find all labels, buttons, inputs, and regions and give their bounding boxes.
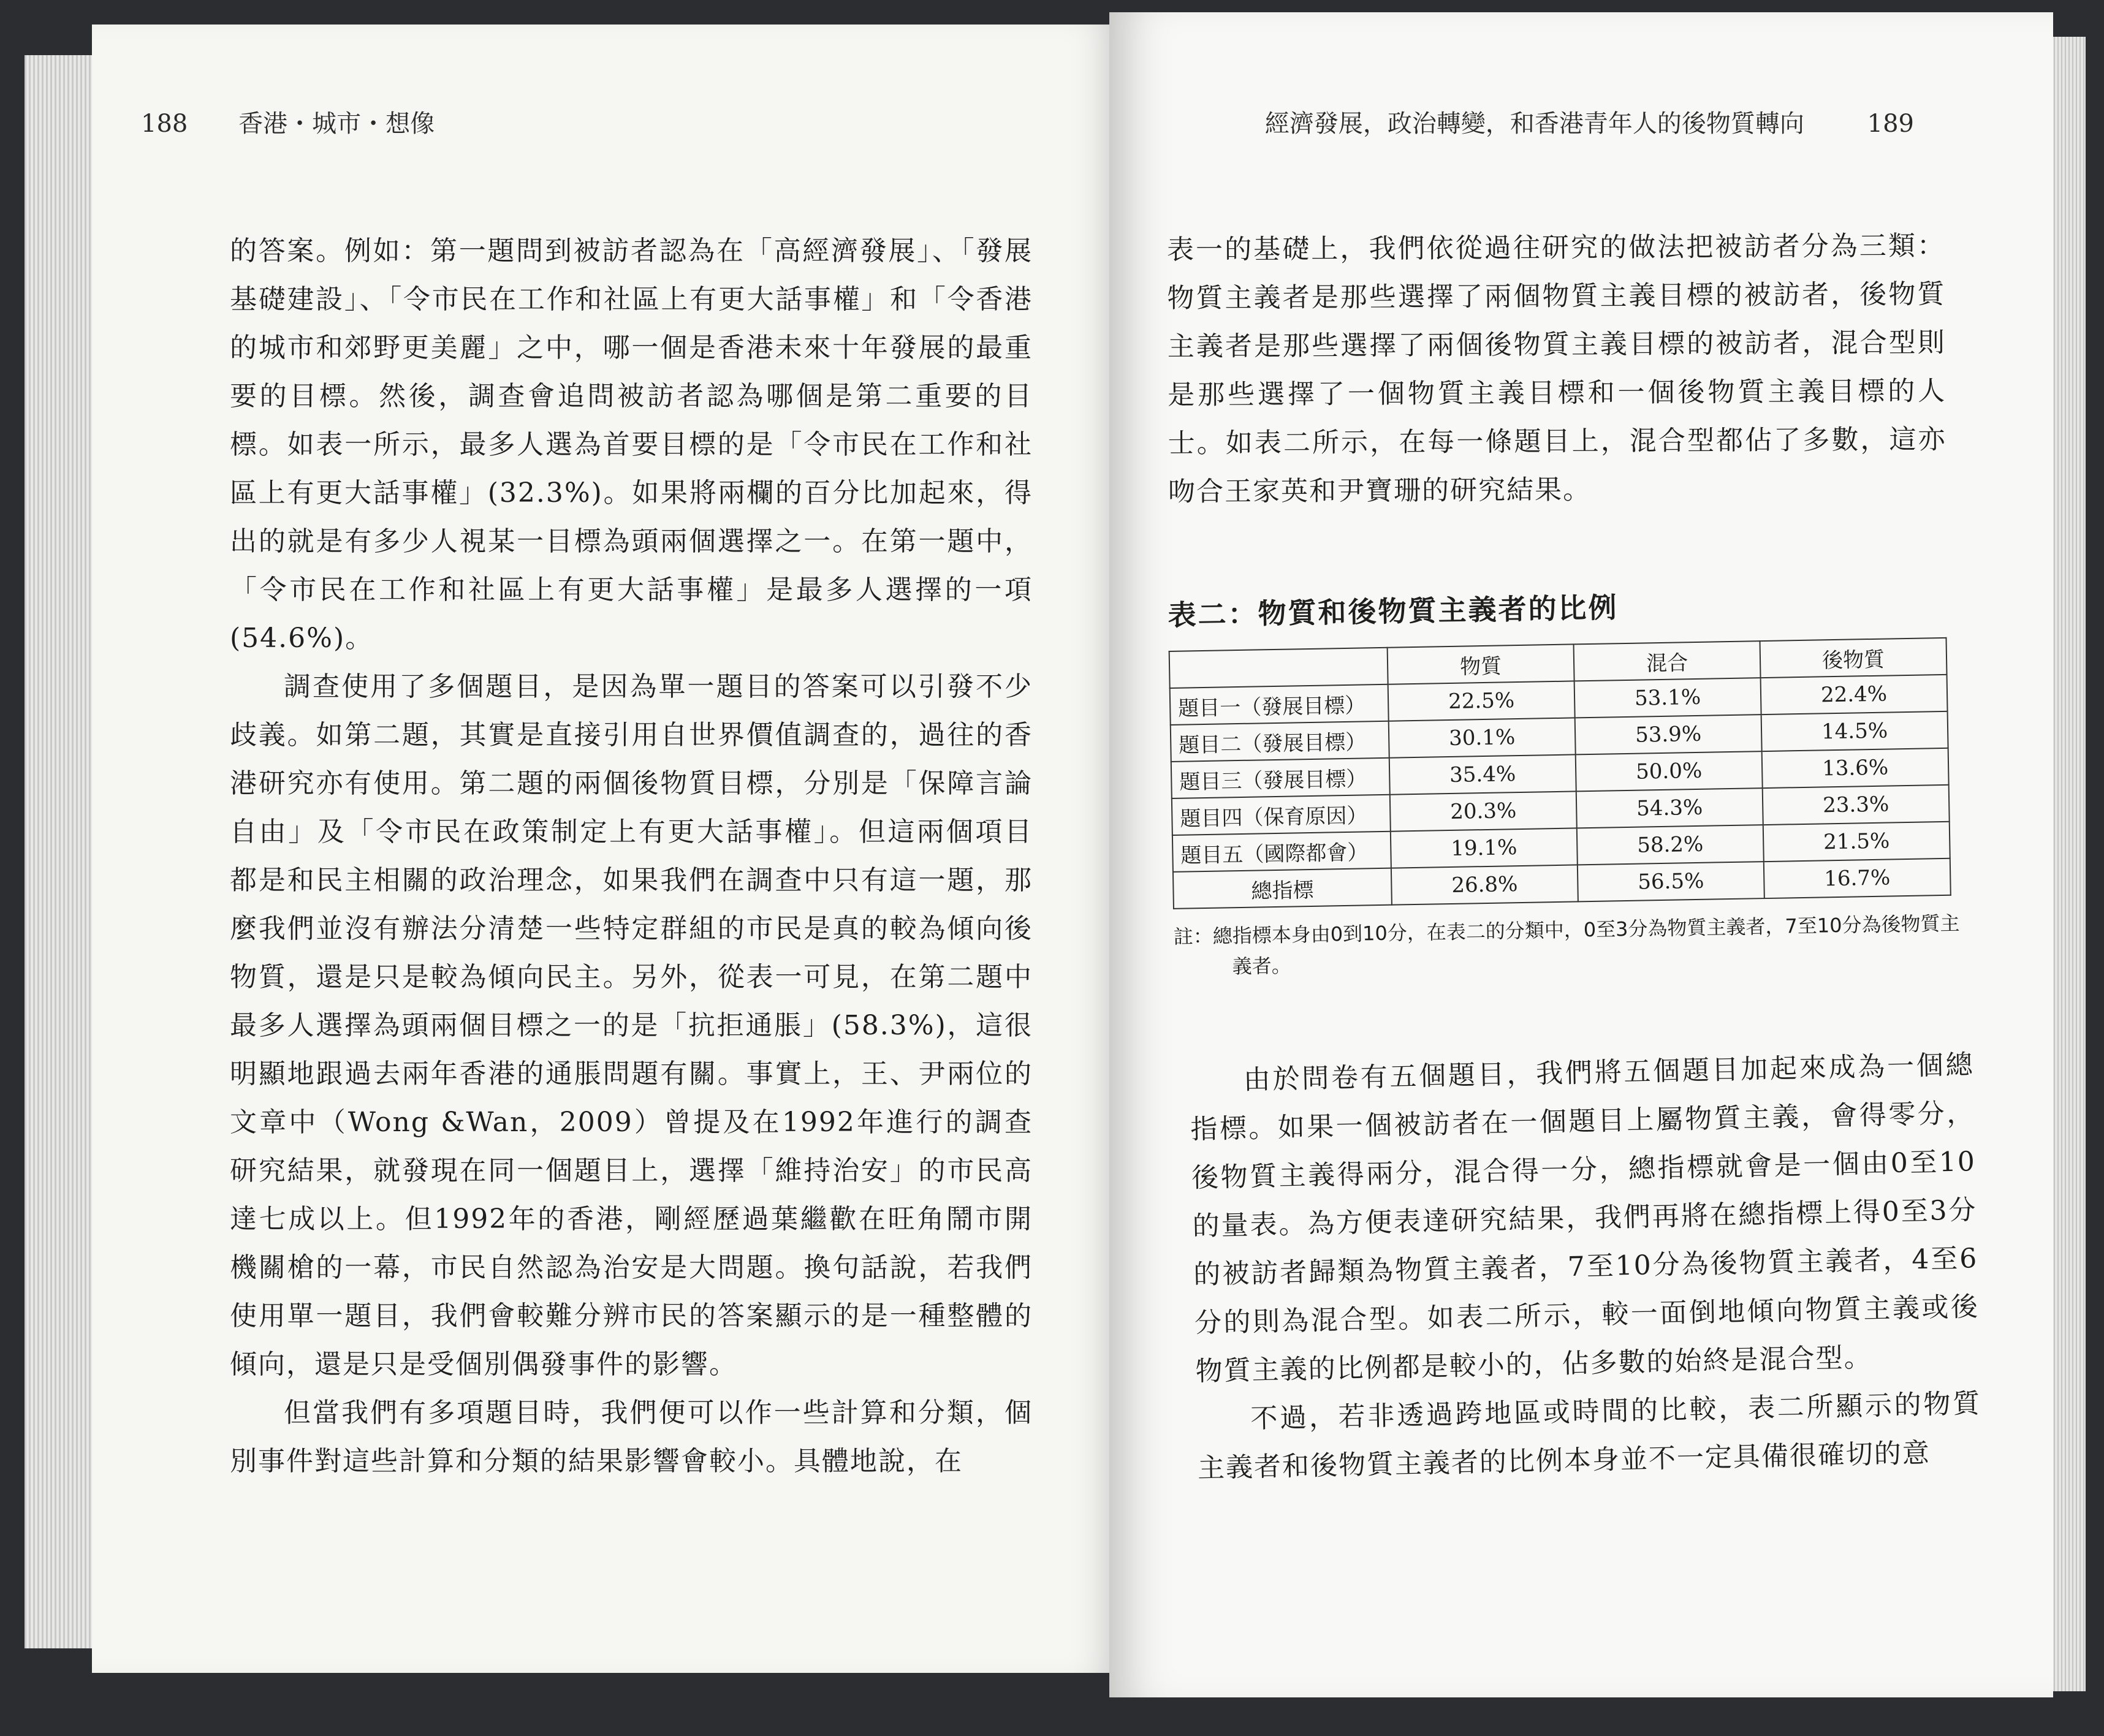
paragraph: 但當我們有多項題目時，我們便可以作一些計算和分類，個別事件對這些計算和分類的結果影響會較小。具體地說，在	[230, 1397, 1033, 1477]
table-cell: 53.1%	[1574, 678, 1761, 718]
table-cell: 35.4%	[1389, 754, 1576, 794]
row-label: 題目四（保育原因）	[1172, 795, 1391, 835]
table-cell: 20.3%	[1390, 791, 1577, 831]
paragraph: 的答案。例如：第一題問到被訪者認為在「高經濟發展」、「發展基礎建設」、「令市民在工作和社區上有更大話事權」和「令香港的城市和郊野更美麗」之中，哪一個是香港未來十年發展的最重要的目標。然後，調查會追問被訪者認為哪個是第二重要的目標。如表一所示，最多人選為首要目標的是「令市民在工作和社區上有更大話事權」(32.3%)。如果將兩欄的百分比加起來，得出的就是有多少人視某一目標為頭兩個選擇之一。在第一題中，「令市民在工作和社區上有更大話事權」是最多人選擇的一項(54.6%)。	[230, 235, 1033, 654]
table-header-cell: 物質	[1388, 644, 1574, 684]
paragraph: 表一的基礎上，我們依從過往研究的做法把被訪者分為三類：物質主義者是那些選擇了兩個物質主義目標的被訪者，後物質主義者是那些選擇了兩個後物質主義目標的被訪者，混合型則是那些選擇了一個物質主義目標和一個後物質主義目標的人士。如表二所示，在每一條題目上，混合型都佔了多數，這亦吻合王家英和尹寶珊的研究結果。	[1166, 230, 1946, 508]
table-title: 表二：物質和後物質主義者的比例	[1168, 591, 1619, 632]
table-cell: 16.7%	[1764, 859, 1951, 898]
table-cell: 50.0%	[1576, 751, 1763, 791]
right-body-text-bottom	[1189, 1040, 1983, 1493]
right-running-head	[1265, 104, 1914, 139]
table-cell: 26.8%	[1391, 865, 1578, 904]
table-cell: 19.1%	[1391, 828, 1578, 868]
table-cell: 56.5%	[1578, 862, 1764, 901]
row-label: 題目二（發展目標）	[1171, 721, 1389, 762]
table-header-cell: 混合	[1574, 641, 1761, 681]
table-note: 註：總指標本身由0到10分，在表二的分類中，0至3分為物質主義者，7至10分為後物質主義者。	[1173, 911, 1960, 979]
table-header-cell: 後物質	[1760, 638, 1947, 678]
table-cell: 23.3%	[1763, 785, 1950, 825]
data-table	[1169, 637, 1951, 909]
row-label: 總指標	[1173, 868, 1392, 909]
paragraph: 不過，若非透過跨地區或時間的比較，表二所顯示的物質主義者和後物質主義者的比例本身並不一定具備很確切的意	[1197, 1388, 1981, 1484]
table-cell: 22.4%	[1761, 675, 1948, 714]
row-label: 題目五（國際都會）	[1172, 832, 1391, 872]
table-cell: 22.5%	[1388, 681, 1575, 721]
left-body-text	[230, 227, 1033, 1485]
book-title: 香港・城市・想像	[238, 110, 435, 138]
table-cell: 13.6%	[1762, 748, 1949, 788]
paragraph: 調查使用了多個題目，是因為單一題目的答案可以引發不少歧義。如第二題，其實是直接引用自世界價值調查的，過往的香港研究亦有使用。第二題的兩個後物質目標，分別是「保障言論自由」及「令市民在政策制定上有更大話事權」。但這兩個項目都是和民主相關的政治理念，如果我們在調查中只有這一題，那麼我們並沒有辦法分清楚一些特定群組的市民是真的較為傾向後物質，還是只是較為傾向民主。另外，從表一可見，在第二題中最多人選擇為頭兩個目標之一的是「抗拒通脹」(58.3%)，這很明顯地跟過去兩年香港的通脹問題有關。事實上，王、尹兩位的文章中（Wong &Wan，2009）曾提及在1992年進行的調查研究結果，就發現在同一個題目上，選擇「維持治安」的市民高達七成以上。但1992年的香港，剛經歷過葉繼歡在旺角鬧市開機關槍的一幕，市民自然認為治安是大問題。換句話說，若我們使用單一題目，我們會較難分辨市民的答案顯示的是一種整體的傾向，還是只是受個別偶發事件的影響。	[230, 671, 1033, 1380]
left-running-head	[141, 104, 435, 139]
paragraph: 由於問卷有五個題目，我們將五個題目加起來成為一個總指標。如果一個被訪者在一個題目上屬物質主義，會得零分，後物質主義得兩分，混合得一分，總指標就會是一個由0至10的量表。為方便表達研究結果，我們再將在總指標上得0至3分的被訪者歸類為物質主義者，7至10分為後物質主義者，4至6分的則為混合型。如表二所示，較一面倒地傾向物質主義或後物質主義的比例都是較小的，佔多數的始終是混合型。	[1190, 1049, 1980, 1387]
table-cell: 54.3%	[1576, 788, 1763, 828]
table-cell: 21.5%	[1763, 822, 1950, 862]
chapter-title: 經濟發展，政治轉變，和香港青年人的後物質轉向	[1264, 110, 1804, 138]
right-body-text-top	[1167, 222, 1946, 517]
table-cell: 14.5%	[1761, 711, 1948, 751]
table-2	[1168, 579, 1965, 982]
right-page-number: 189	[1867, 110, 1914, 138]
table-cell: 30.1%	[1389, 718, 1576, 757]
row-label: 題目一（發展目標）	[1170, 684, 1389, 725]
table-cell: 58.2%	[1577, 825, 1764, 865]
table-cell: 53.9%	[1575, 714, 1762, 754]
left-page-number: 188	[141, 110, 188, 138]
row-label: 題目三（發展目標）	[1171, 758, 1390, 798]
table-header-cell	[1169, 648, 1388, 688]
